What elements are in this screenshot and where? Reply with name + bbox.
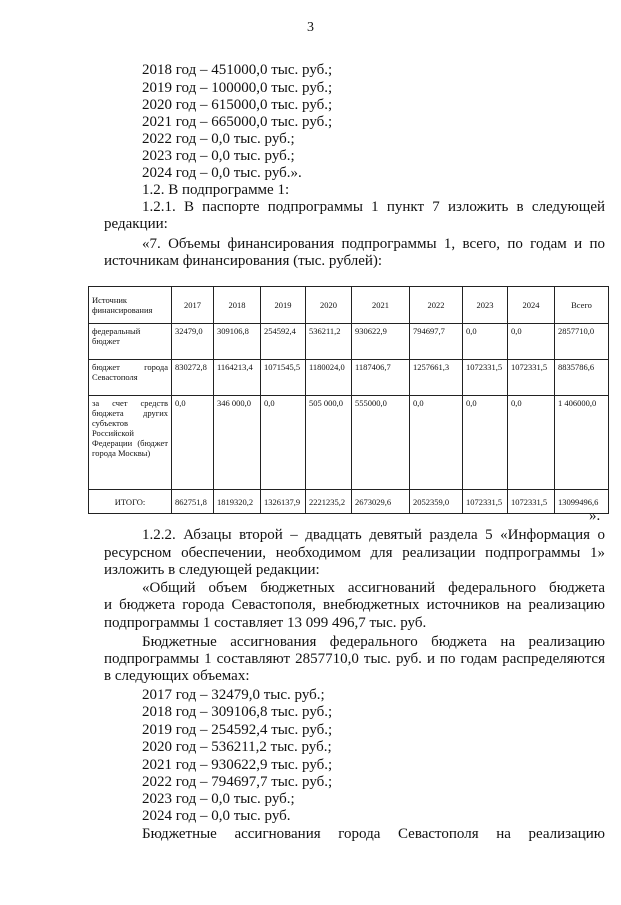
federal-paragraph-cont: подпрограммы 1 составляют 2857710,0 тыс. руб. и по годам распределяются xyxy=(104,651,605,667)
paragraph-1-2-2-cont: изложить в следующей редакции: xyxy=(104,562,320,578)
federal-paragraph: Бюджетные ассигнования федерального бюджета на реализацию xyxy=(142,634,605,650)
section-heading-1-2: 1.2. В подпрограмме 1: xyxy=(142,182,290,198)
table-cell: 1180024,0 xyxy=(306,360,352,396)
column-header: 2018 xyxy=(214,287,261,324)
table-cell: 2857710,0 xyxy=(555,324,609,360)
federal-paragraph-cont: в следующих объемах: xyxy=(104,668,250,684)
table-cell: 2673029,6 xyxy=(352,490,410,514)
table-cell: 1326137,9 xyxy=(261,490,306,514)
table-cell: 8835786,6 xyxy=(555,360,609,396)
table-cell: 0,0 xyxy=(463,324,508,360)
table-cell: 862751,8 xyxy=(172,490,214,514)
table-header-row xyxy=(89,287,609,324)
column-header: Источник финансирования xyxy=(89,287,172,324)
year-line: 2023 год – 0,0 тыс. руб.; xyxy=(142,148,295,164)
quoted-paragraph-cont: подпрограммы 1 составляет 13 099 496,7 тыс. руб. xyxy=(104,615,427,631)
table-cell: 830272,8 xyxy=(172,360,214,396)
column-header: 2022 xyxy=(410,287,463,324)
year-line: 2022 год – 0,0 тыс. руб.; xyxy=(142,131,295,147)
table-cell: 32479,0 xyxy=(172,324,214,360)
table-cell: 1071545,5 xyxy=(261,360,306,396)
table-cell: 1187406,7 xyxy=(352,360,410,396)
table-cell: 930622,9 xyxy=(352,324,410,360)
year-line: 2018 год – 309106,8 тыс. руб.; xyxy=(142,704,333,720)
table-cell: 13099496,6 xyxy=(555,490,609,514)
column-header: 2017 xyxy=(172,287,214,324)
year-line: 2023 год – 0,0 тыс. руб.; xyxy=(142,791,295,807)
table-cell: 1257661,3 xyxy=(410,360,463,396)
year-line: 2020 год – 615000,0 тыс. руб.; xyxy=(142,97,333,113)
quoted-paragraph-cont: и бюджета города Севастополя, внебюджетных источников на реализацию xyxy=(104,597,605,613)
year-line: 2021 год – 665000,0 тыс. руб.; xyxy=(142,114,333,130)
year-line: 2021 год – 930622,9 тыс. руб.; xyxy=(142,757,333,773)
year-line: 2017 год – 32479,0 тыс. руб.; xyxy=(142,687,325,703)
quote-item-7: «7. Объемы финансирования подпрограммы 1, всего, по годам и по xyxy=(142,236,605,252)
row-source: за счет средств бюджета других субъектов Российской Федерации (бюджет города Москвы) xyxy=(89,396,172,490)
table-cell: 1164213,4 xyxy=(214,360,261,396)
table-total-row xyxy=(89,490,609,514)
year-line: 2020 год – 536211,2 тыс. руб.; xyxy=(142,739,332,755)
year-line: 2019 год – 254592,4 тыс. руб.; xyxy=(142,722,333,738)
paragraph-1-2-2: 1.2.2. Абзацы второй – двадцать девятый раздела 5 «Информация о xyxy=(142,527,605,543)
column-header: 2020 xyxy=(306,287,352,324)
year-line: 2018 год – 451000,0 тыс. руб.; xyxy=(142,62,333,78)
column-header: 2023 xyxy=(463,287,508,324)
table-cell: 2052359,0 xyxy=(410,490,463,514)
table-cell: 2221235,2 xyxy=(306,490,352,514)
year-line: 2022 год – 794697,7 тыс. руб.; xyxy=(142,774,333,790)
table-cell: 555000,0 xyxy=(352,396,410,490)
column-header: Всего xyxy=(555,287,609,324)
column-header: 2019 xyxy=(261,287,306,324)
row-source: федеральный бюджет xyxy=(89,324,172,360)
paragraph-1-2-1: 1.2.1. В паспорте подпрограммы 1 пункт 7 изложить в следующей xyxy=(142,199,605,215)
quoted-paragraph: «Общий объем бюджетных ассигнований федерального бюджета xyxy=(142,580,605,596)
page-number: 3 xyxy=(307,20,314,35)
year-line: 2024 год – 0,0 тыс. руб. xyxy=(142,808,291,824)
table-cell: 309106,8 xyxy=(214,324,261,360)
table-cell: 0,0 xyxy=(261,396,306,490)
year-line: 2019 год – 100000,0 тыс. руб.; xyxy=(142,80,333,96)
table-cell: 1 406000,0 xyxy=(555,396,609,490)
table-cell: 1072331,5 xyxy=(463,490,508,514)
table-row xyxy=(89,396,609,490)
paragraph-1-2-2-cont: ресурсном обеспечении, необходимом для реализации подпрограммы 1» xyxy=(104,545,605,561)
table-cell: 0,0 xyxy=(463,396,508,490)
table-cell: 1072331,5 xyxy=(508,360,555,396)
table-cell: 1072331,5 xyxy=(463,360,508,396)
table-cell: 505 000,0 xyxy=(306,396,352,490)
quote-close: ». xyxy=(589,508,601,524)
table-cell: 1072331,5 xyxy=(508,490,555,514)
table-cell: 1819320,2 xyxy=(214,490,261,514)
row-source: бюджет города Севастополя xyxy=(89,360,172,396)
quote-item-7-cont: источникам финансирования (тыс. рублей): xyxy=(104,253,383,269)
paragraph-1-2-1-cont: редакции: xyxy=(104,216,168,232)
column-header: 2024 xyxy=(508,287,555,324)
table-row xyxy=(89,324,609,360)
year-line: 2024 год – 0,0 тыс. руб.». xyxy=(142,165,302,181)
table-cell: 254592,4 xyxy=(261,324,306,360)
table-cell: 0,0 xyxy=(508,324,555,360)
table-cell: 0,0 xyxy=(172,396,214,490)
column-header: 2021 xyxy=(352,287,410,324)
row-source: ИТОГО: xyxy=(89,490,172,514)
table-cell: 346 000,0 xyxy=(214,396,261,490)
table-cell: 536211,2 xyxy=(306,324,352,360)
sevastopol-paragraph: Бюджетные ассигнования города Севастополя на реализацию xyxy=(142,826,605,842)
table-row xyxy=(89,360,609,396)
table-cell: 0,0 xyxy=(410,396,463,490)
table-cell: 794697,7 xyxy=(410,324,463,360)
financing-table xyxy=(88,286,609,514)
table-cell: 0,0 xyxy=(508,396,555,490)
